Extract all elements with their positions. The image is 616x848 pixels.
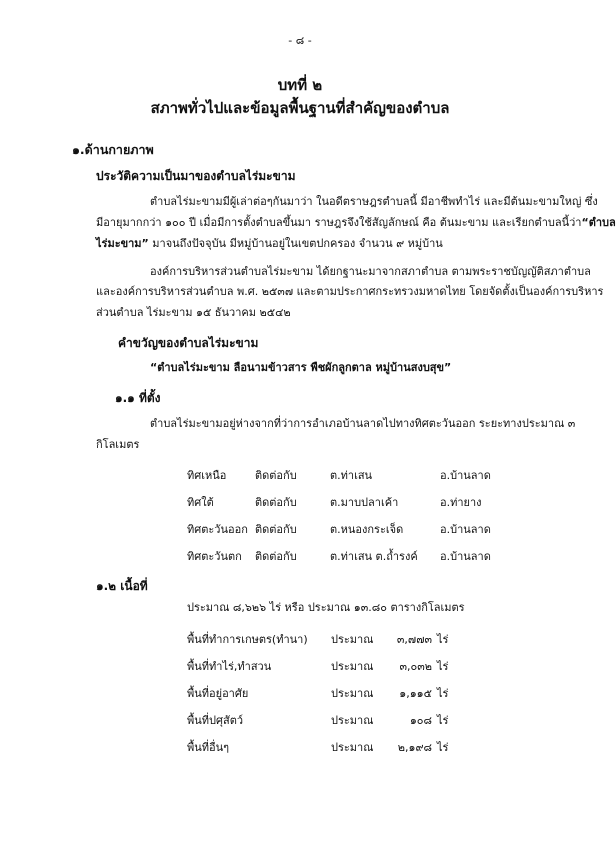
motto-text: “ตำบลไร่มะขาม ลือนามข้าวสาร พืชผักลูกตาล หมู่บ้านสงบสุข” <box>150 361 452 374</box>
area-row-unit: ไร่ <box>437 660 449 673</box>
area-row-label: พื้นที่อื่นๆ <box>187 741 230 754</box>
boundary-subdistrict: ต.ท่าเสน ต.ถ้ำรงค์ <box>330 550 418 563</box>
boundary-direction: ทิศตะวันตก <box>187 550 242 563</box>
sao-paragraph-line: องค์การบริหารส่วนตำบลไร่มะขาม ได้ยกฐานะมาจากสภาตำบล ตามพระราชบัญญัติสภาตำบล <box>150 265 591 278</box>
boundary-direction: ทิศเหนือ <box>187 469 227 482</box>
section-heading-physical: ๑.ด้านกายภาพ <box>72 142 154 157</box>
chapter-title: สภาพทั่วไปและข้อมูลพื้นฐานที่สำคัญของตำบล <box>150 99 450 117</box>
area-summary: ประมาณ ๘,๖๒๖ ไร่ หรือ ประมาณ ๑๓.๘๐ ตารางกิโลเมตร <box>187 601 465 614</box>
sao-paragraph-line: ส่วนตำบล ไร่มะขาม ๑๕ ธันวาคม ๒๕๔๒ <box>96 306 291 319</box>
location-heading: ๑.๑ ที่ตั้ง <box>115 391 161 405</box>
boundary-district: อ.บ้านลาด <box>440 550 491 563</box>
area-row-value: ๒,๑๙๘ <box>397 741 432 754</box>
area-row-label: พื้นที่อยู่อาศัย <box>187 687 249 700</box>
sao-paragraph-line: และองค์การบริหารส่วนตำบล พ.ศ. ๒๕๓๗ และตามประกาศกระทรวงมหาดไทย โดยจัดตั้งเป็นองค์การบริหาร <box>96 285 604 298</box>
area-row-unit: ไร่ <box>437 633 449 646</box>
history-text: มีอายุมากกว่า ๑๐๐ ปี เมื่อมีการตั้งตำบลขึ้นมา ราษฎรจึงใช้สัญลักษณ์ คือ ต้นมะขาม และเรียกตำบลนี้ว่า <box>96 216 582 229</box>
location-line: ตำบลไร่มะขามอยู่ห่างจากที่ว่าการอำเภอบ้านลาดไปทางทิศตะวันออก ระยะทางประมาณ ๓ <box>150 417 576 430</box>
area-heading: ๑.๒ เนื้อที่ <box>96 579 148 593</box>
area-row-approx: ประมาณ <box>331 714 374 727</box>
chapter-number: บทที่ ๒ <box>277 76 323 94</box>
area-row-approx: ประมาณ <box>331 660 374 673</box>
area-row-value: ๓,๗๗๓ <box>396 633 432 646</box>
boundary-district: อ.ท่ายาง <box>440 496 482 509</box>
area-row-label: พื้นที่ทำไร่,ทำสวน <box>187 660 272 673</box>
boundary-direction: ทิศตะวันออก <box>187 523 248 536</box>
area-row-approx: ประมาณ <box>331 633 374 646</box>
history-paragraph-line: ตำบลไร่มะขามมีผู้เล่าต่อๆกันมาว่า ในอดีตราษฎรตำบลนี้ มีอาชีพทำไร่ และมีต้นมะขามใหญ่ ซึ่ง <box>150 195 598 208</box>
boundary-direction: ทิศใต้ <box>187 496 214 509</box>
area-row-label: พื้นที่ทำการเกษตร(ทำนา) <box>187 633 308 646</box>
boundary-district: อ.บ้านลาด <box>440 523 491 536</box>
area-row-unit: ไร่ <box>437 687 449 700</box>
history-text: มาจนถึงปัจจุบัน มีหมู่บ้านอยู่ในเขตปกครอง จำนวน ๙ หมู่บ้าน <box>148 237 443 250</box>
history-heading: ประวัติความเป็นมาของตำบลไร่มะขาม <box>96 169 296 183</box>
area-row-approx: ประมาณ <box>331 741 374 754</box>
boundary-relation: ติดต่อกับ <box>255 469 297 482</box>
subdistrict-name-quote: ไร่มะขาม” <box>96 237 149 250</box>
location-line: กิโลเมตร <box>96 438 140 451</box>
page-number: - ๘ - <box>288 34 312 47</box>
motto-heading: คำขวัญของตำบลไร่มะขาม <box>118 336 259 350</box>
area-row-unit: ไร่ <box>437 714 449 727</box>
boundary-subdistrict: ต.หนองกระเจ็ด <box>330 523 404 536</box>
history-paragraph-line <box>96 216 616 230</box>
area-row-value: ๑,๑๑๕ <box>399 687 432 700</box>
boundary-subdistrict: ต.ท่าเสน <box>330 469 373 482</box>
area-row-value: ๓,๐๓๒ <box>399 660 432 673</box>
area-row-value: ๑๐๘ <box>409 714 432 727</box>
boundary-relation: ติดต่อกับ <box>255 523 297 536</box>
boundary-subdistrict: ต.มาบปลาเค้า <box>330 496 399 509</box>
history-paragraph-line <box>96 237 443 251</box>
subdistrict-name-quote: “ตำบล <box>581 216 616 229</box>
boundary-relation: ติดต่อกับ <box>255 550 297 563</box>
boundary-district: อ.บ้านลาด <box>440 469 491 482</box>
area-row-approx: ประมาณ <box>331 687 374 700</box>
area-row-unit: ไร่ <box>437 741 449 754</box>
boundary-relation: ติดต่อกับ <box>255 496 297 509</box>
area-row-label: พื้นที่ปศุสัตว์ <box>187 714 244 727</box>
